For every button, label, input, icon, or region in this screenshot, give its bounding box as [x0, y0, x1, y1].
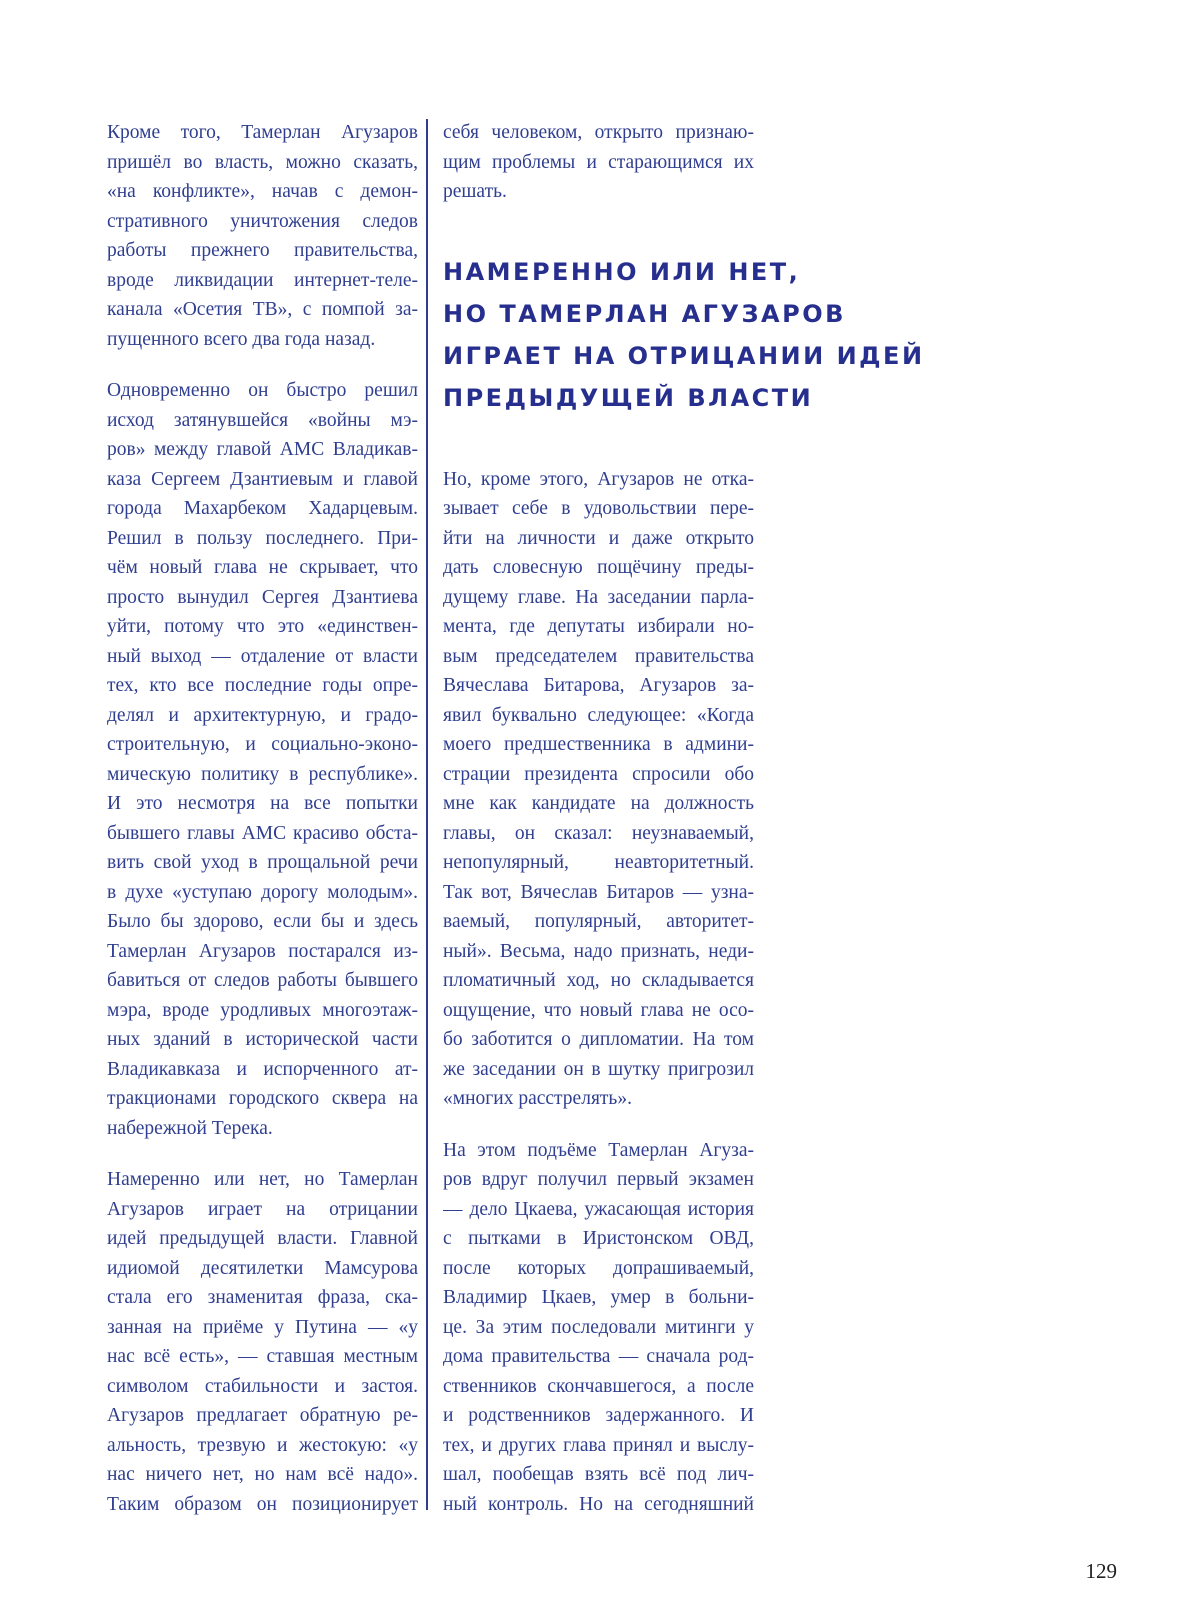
text-line: дома правительства — сначала род-	[443, 1346, 754, 1367]
paragraph	[443, 465, 754, 1114]
text-line: идей предыдущей власти. Главной	[107, 1228, 418, 1249]
text-line: и родственников задержанного. И	[443, 1405, 754, 1426]
text-line: пришёл во власть, можно сказать,	[107, 151, 418, 173]
text-line: мне как кандидате на должность	[443, 793, 754, 814]
text-line: исход затянувшейся «войны мэ-	[107, 409, 418, 431]
text-line: ный». Весьма, надо признать, неди-	[443, 940, 754, 962]
text-line: тех, кто все последние годы опре-	[107, 675, 418, 696]
text-line: ный контроль. Но на сегодняшний	[443, 1493, 754, 1515]
text-line: просто вынудил Сергея Дзантиева	[107, 586, 418, 608]
heading-line: НАМЕРЕННО ИЛИ НЕТ,	[443, 257, 801, 286]
text-line: бывшего главы АМС красиво обста-	[107, 822, 418, 844]
heading-line: НО ТАМЕРЛАН АГУЗАРОВ	[443, 299, 846, 328]
text-line: нас всё есть», — ставшая местным	[107, 1346, 418, 1367]
text-line: же заседании он в шутку пригрозил	[443, 1058, 754, 1080]
text-line: себя человеком, открыто признаю-	[443, 122, 754, 143]
text-line: шал, пообещав взять всё под лич-	[443, 1464, 754, 1485]
text-line: нас ничего нет, но нам всё надо».	[107, 1464, 418, 1485]
text-line: мента, где депутаты избирали но-	[443, 616, 754, 637]
text-line: набережной Терека.	[107, 1117, 273, 1139]
text-line: чём новый глава не скрывает, что	[107, 557, 418, 578]
text-line: явил буквально следующее: «Когда	[443, 704, 754, 726]
text-line: с пытками в Иристонском ОВД,	[443, 1228, 754, 1249]
text-line: пломатичный ход, но складывается	[443, 970, 754, 991]
text-line: работы прежнего правительства,	[107, 240, 418, 261]
text-line: Таким образом он позиционирует	[107, 1493, 418, 1515]
text-line: уйти, потому что это «единствен-	[107, 616, 418, 637]
text-line: На этом подъёме Тамерлан Агуза-	[443, 1139, 754, 1161]
text-line: ощущение, что новый глава не осо-	[443, 999, 754, 1021]
text-line: каза Сергеем Дзантиевым и главой	[107, 468, 418, 490]
text-line: пущенного всего два года назад.	[107, 328, 376, 350]
text-line: вить свой уход в прощальной речи	[107, 852, 418, 873]
text-line: ров» между главой АМС Владикав-	[107, 439, 418, 460]
text-line: дущему главе. На заседании парла-	[443, 586, 754, 608]
paragraph	[107, 1165, 418, 1519]
text-line: строительную, и социально-эконо-	[107, 734, 418, 755]
text-line: страции президента спросили обо	[443, 763, 754, 785]
heading-line: ПРЕДЫДУЩЕЙ ВЛАСТИ	[443, 383, 814, 412]
text-line: символом стабильности и застоя.	[107, 1375, 418, 1397]
text-line: Агузаров предлагает обратную ре-	[107, 1405, 418, 1426]
text-line: Одновременно он быстро решил	[107, 380, 418, 401]
text-line: тех, и других глава принял и выслу-	[443, 1434, 754, 1456]
text-line: ный выход — отдаление от власти	[107, 645, 418, 667]
text-line: стала его знаменитая фраза, ска-	[107, 1287, 418, 1308]
text-line: зывает себе в удовольствии пере-	[443, 498, 754, 519]
left-column	[107, 118, 418, 1519]
text-line: Решил в пользу последнего. При-	[107, 527, 418, 549]
text-line: — дело Цкаева, ужасающая история	[443, 1198, 754, 1220]
text-line: «многих расстрелять».	[443, 1088, 632, 1109]
text-line: ров вдруг получил первый экзамен	[443, 1169, 754, 1190]
text-line: щим проблемы и старающимся их	[443, 151, 754, 173]
text-line: мэра, вроде уродливых многоэтаж-	[107, 999, 418, 1021]
text-line: вым председателем правительства	[443, 645, 754, 667]
text-line: после которых допрашиваемый,	[443, 1257, 754, 1279]
text-line: города Махарбеком Хадарцевым.	[107, 498, 418, 519]
text-line: Тамерлан Агузаров постарался из-	[107, 940, 418, 962]
text-line: делял и архитектурную, и градо-	[107, 704, 418, 726]
right-column	[443, 118, 925, 1519]
text-line: мическую политику в республике».	[107, 763, 418, 785]
text-line: «на конфликте», начав с демон-	[107, 181, 418, 202]
text-line: ных зданий в исторической части	[107, 1029, 418, 1050]
text-line: Было бы здорово, если бы и здесь	[107, 911, 418, 932]
text-line: идиомой десятилетки Мамсурова	[107, 1257, 418, 1279]
text-line: Кроме того, Тамерлан Агузаров	[107, 122, 418, 143]
text-line: ственников скончавшегося, а после	[443, 1375, 754, 1397]
text-line: занная на приёме у Путина — «у	[107, 1316, 418, 1338]
heading-line: ИГРАЕТ НА ОТРИЦАНИИ ИДЕЙ	[443, 341, 925, 370]
text-line: Так вот, Вячеслав Битаров — узна-	[443, 881, 754, 903]
text-line: непопулярный, неавторитетный.	[443, 852, 754, 873]
column-divider	[426, 119, 428, 1510]
text-line: дать словесную пощёчину преды-	[443, 557, 754, 578]
section-heading	[443, 251, 925, 419]
text-line: канала «Осетия ТВ», с помпой за-	[107, 299, 418, 320]
text-line: йти на личности и даже открыто	[443, 527, 754, 549]
paragraph	[107, 376, 418, 1143]
paragraph	[443, 1136, 754, 1520]
text-line: моего предшественника в админи-	[443, 734, 754, 755]
text-line: це. За этим последовали митинги у	[443, 1316, 754, 1338]
page-number: 129	[1085, 1559, 1117, 1583]
text-line: в духе «уступаю дорогу молодым».	[107, 881, 418, 903]
text-line: Владикавказа и испорченного ат-	[107, 1058, 418, 1080]
text-line: Вячеслава Битарова, Агузаров за-	[443, 675, 754, 696]
text-line: ваемый, популярный, авторитет-	[443, 911, 754, 932]
text-line: альность, трезвую и жестокую: «у	[107, 1434, 418, 1456]
text-line: решать.	[443, 181, 507, 202]
text-line: Агузаров играет на отрицании	[107, 1198, 418, 1220]
paragraph	[107, 118, 418, 354]
text-line: Владимир Цкаев, умер в больни-	[443, 1287, 754, 1308]
text-line: И это несмотря на все попытки	[107, 793, 418, 814]
paragraph	[443, 118, 754, 207]
text-line: бавиться от следов работы бывшего	[107, 970, 418, 991]
text-line: главы, он сказал: неузнаваемый,	[443, 822, 754, 844]
text-line: Но, кроме этого, Агузаров не отка-	[443, 468, 754, 490]
text-line: бо заботится о дипломатии. На том	[443, 1029, 754, 1050]
text-line: тракционами городского сквера на	[107, 1088, 418, 1109]
text-line: вроде ликвидации интернет-теле-	[107, 269, 418, 291]
text-line: Намеренно или нет, но Тамерлан	[107, 1169, 418, 1190]
text-line: стративного уничтожения следов	[107, 210, 418, 232]
